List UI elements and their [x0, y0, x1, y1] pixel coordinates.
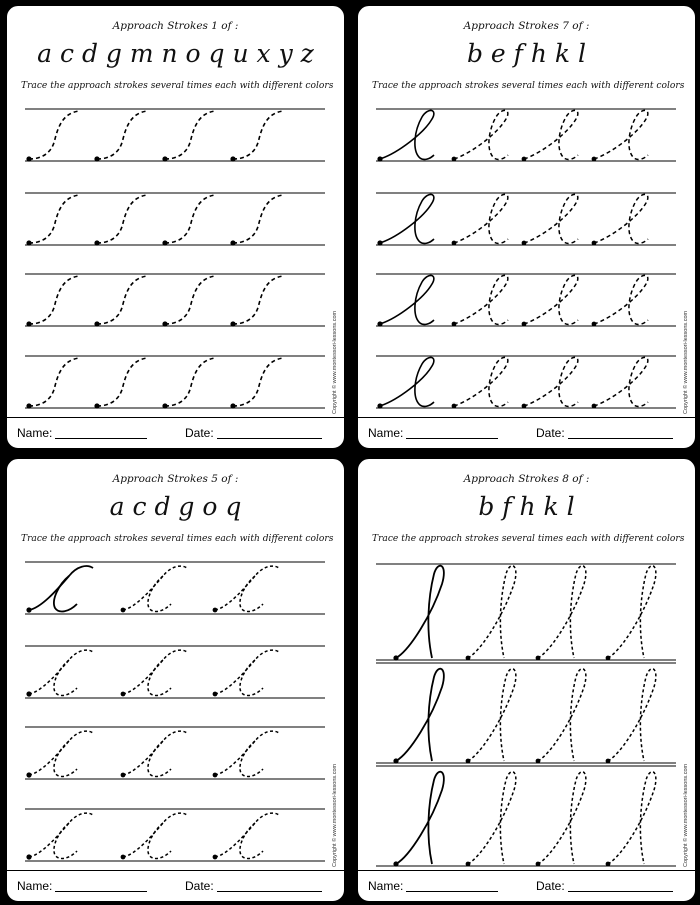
- date-field[interactable]: [568, 438, 673, 439]
- start-dots: [26, 607, 217, 859]
- name-field[interactable]: [406, 438, 498, 439]
- copyright-text: Copyright © www.montessori-lessons.com: [683, 763, 689, 867]
- sheet-title: Approach Strokes 7 of :: [463, 20, 590, 32]
- sheet-instruction: Trace the approach strokes several times each with different colors: [21, 81, 334, 91]
- date-label: Date:: [185, 879, 214, 893]
- tracing-area: [7, 101, 344, 431]
- worksheet-approach-strokes-1: [6, 5, 345, 449]
- guide-lines: [376, 564, 676, 866]
- copyright-text: Copyright © www.montessori-lessons.com: [332, 310, 338, 414]
- name-field[interactable]: [406, 891, 498, 892]
- sheet-title: Approach Strokes 8 of :: [463, 473, 590, 485]
- sheet-letters: b e f h k l: [466, 39, 587, 68]
- tracing-area: [358, 101, 695, 431]
- name-field[interactable]: [55, 438, 147, 439]
- date-field[interactable]: [568, 891, 673, 892]
- sheet-instruction: Trace the approach strokes several times each with different colors: [372, 534, 685, 544]
- name-field[interactable]: [55, 891, 147, 892]
- worksheet-approach-strokes-7: [357, 5, 696, 449]
- copyright-text: Copyright © www.montessori-lessons.com: [332, 763, 338, 867]
- approach-stroke-group: [396, 566, 444, 864]
- sheet-letters: a c d g o q: [109, 492, 242, 521]
- sheet-instruction: Trace the approach strokes several times each with different colors: [21, 534, 334, 544]
- approach-stroke-group: [380, 110, 434, 406]
- tracing-area: [7, 554, 344, 884]
- start-dots: [26, 156, 235, 408]
- copyright-text: Copyright © www.montessori-lessons.com: [683, 310, 689, 414]
- name-label: Name:: [17, 426, 53, 440]
- sheet-title: Approach Strokes 5 of :: [112, 473, 239, 485]
- guide-lines: [25, 562, 325, 861]
- sheet-footer: [358, 870, 695, 901]
- start-dots: [393, 655, 610, 866]
- tracing-area: [358, 554, 695, 884]
- approach-stroke-group: [29, 566, 93, 611]
- sheet-instruction: Trace the approach strokes several times each with different colors: [372, 81, 685, 91]
- sheet-letters: b f h k l: [478, 492, 575, 521]
- start-dots: [377, 156, 596, 408]
- guide-lines: [25, 109, 325, 408]
- sheet-letters: a c d g m n o q u x y z: [37, 39, 314, 68]
- dashed-stroke-group: [468, 566, 656, 864]
- date-field[interactable]: [217, 438, 322, 439]
- date-label: Date:: [536, 426, 565, 440]
- name-label: Name:: [368, 879, 404, 893]
- worksheet-approach-strokes-8: [357, 458, 696, 902]
- sheet-footer: [358, 417, 695, 448]
- worksheet-approach-strokes-5: [6, 458, 345, 902]
- sheet-title: Approach Strokes 1 of :: [112, 20, 239, 32]
- dashed-stroke-group: [454, 110, 648, 406]
- date-field[interactable]: [217, 891, 322, 892]
- date-label: Date:: [185, 426, 214, 440]
- name-label: Name:: [17, 879, 53, 893]
- sheet-footer: [7, 417, 344, 448]
- sheet-footer: [7, 870, 344, 901]
- date-label: Date:: [536, 879, 565, 893]
- approach-stroke-group: [29, 111, 283, 406]
- name-label: Name:: [368, 426, 404, 440]
